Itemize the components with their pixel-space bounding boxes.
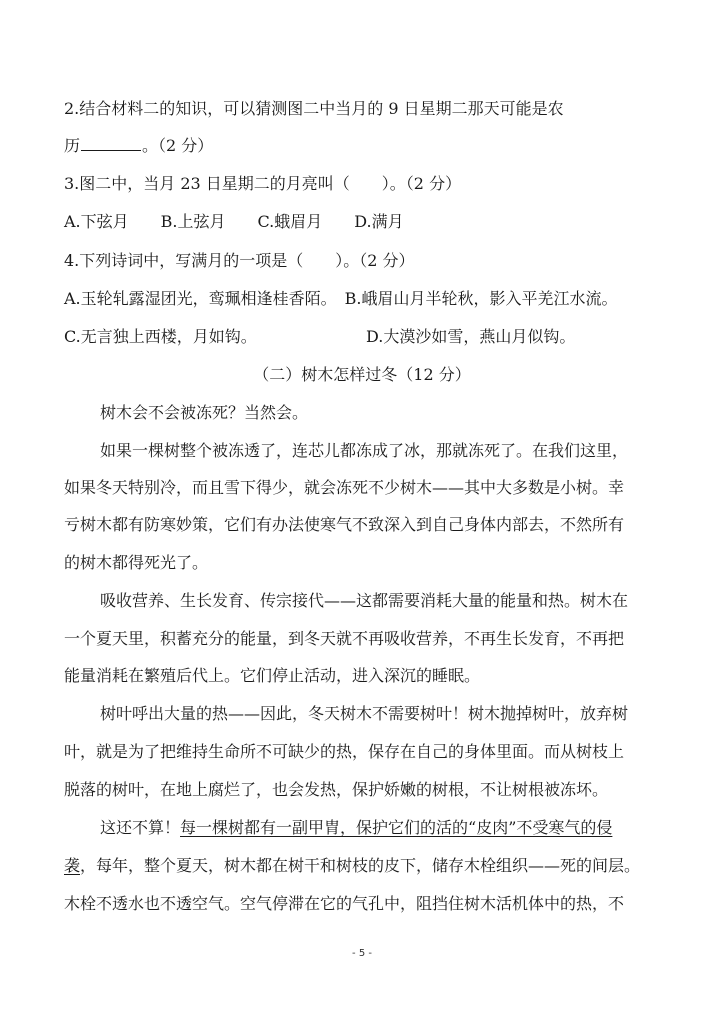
answer-blank[interactable]: [81, 134, 141, 151]
paragraph-2-line-2: 如果冬天特别冷，而且雪下得少，就会冻死不少树木——其中大多数是小树。幸: [64, 478, 625, 497]
paragraph-5-line-3: 木栓不透水也不透空气。空气停滞在它的气孔中，阻挡住树木活机体中的热，不: [64, 894, 625, 913]
paragraph-3-line-3: 能量消耗在繁殖后代上。它们停止活动，进入深沉的睡眠。: [64, 666, 481, 685]
section-title: （二）树木怎样过冬（12 分）: [253, 365, 471, 384]
q2-line-2-pre: 历: [64, 136, 81, 155]
underlined-sentence-end: 袭: [64, 856, 81, 875]
underlined-sentence: 每一棵树都有一副甲胄，保护它们的活的“皮肉”不受寒气的侵: [180, 818, 613, 837]
paragraph-3-line-1: 吸收营养、生长发育、传宗接代——这都需要消耗大量的能量和热。树木在: [100, 591, 629, 610]
paragraph-4-line-2: 叶，就是为了把维持生命所不可缺少的热，保存在自己的身体里面。而从树枝上: [64, 742, 625, 761]
paragraph-5-line-2: [64, 855, 640, 877]
paragraph-2-line-1: 如果一棵树整个被冻透了，连芯儿都冻成了冰，那就冻死了。在我们这里，: [100, 441, 629, 460]
paragraph-5-line-1-pre: 这还不算！: [100, 818, 181, 837]
paragraph-5-line-2-post: ，每年，整个夏天，树木都在树干和树枝的皮下，储存木栓组织——死的间层。: [80, 856, 641, 875]
paragraph-5-line-1: [100, 817, 612, 839]
page-number: - 5 -: [352, 948, 372, 959]
q4-option-d: D.大漠沙如雪，燕山月似钩。: [366, 327, 576, 346]
paragraph-3-line-2: 一个夏天里，积蓄充分的能量，到冬天就不再吸收营养，不再生长发育，不再把: [64, 629, 625, 648]
paragraph-2-line-4: 的树木都得死光了。: [64, 553, 209, 572]
q4-options-row-1: [64, 288, 618, 310]
q2-line-2: [64, 134, 213, 157]
q4-options-row-2: [64, 326, 575, 348]
paragraph-1: 树木会不会被冻死？当然会。: [100, 403, 309, 422]
paragraph-4-line-3: 脱落的树叶，在地上腐烂了，也会发热，保护娇嫩的树根，不让树根被冻坏。: [64, 780, 609, 799]
q2-line-2-post: 。（2 分）: [142, 136, 214, 155]
q4-option-a: A.玉轮轧露湿团光，鸾珮相逢桂香陌。: [64, 289, 337, 308]
q4-option-c: C.无言独上西楼，月如钩。: [64, 327, 257, 346]
paragraph-4-line-1: 树叶呼出大量的热——因此，冬天树木不需要树叶！树木抛掉树叶，放弃树: [100, 704, 629, 723]
paragraph-2-line-3: 亏树木都有防寒妙策，它们有办法使寒气不致深入到自己身体内部去，不然所有: [64, 515, 625, 534]
q4-option-b: B.峨眉山月半轮秋，影入平羌江水流。: [344, 289, 618, 308]
q4-stem: 4.下列诗词中，写满月的一项是（ ）。（2 分）: [64, 251, 415, 270]
q3-options: A.下弦月 B.上弦月 C.蛾眉月 D.满月: [64, 212, 404, 231]
q3-stem: 3.图二中，当月 23 日星期二的月亮叫（ ）。（2 分）: [64, 174, 462, 193]
q2-line-1: 2.结合材料二的知识，可以猜测图二中当月的 9 日星期二那天可能是农: [64, 99, 564, 118]
